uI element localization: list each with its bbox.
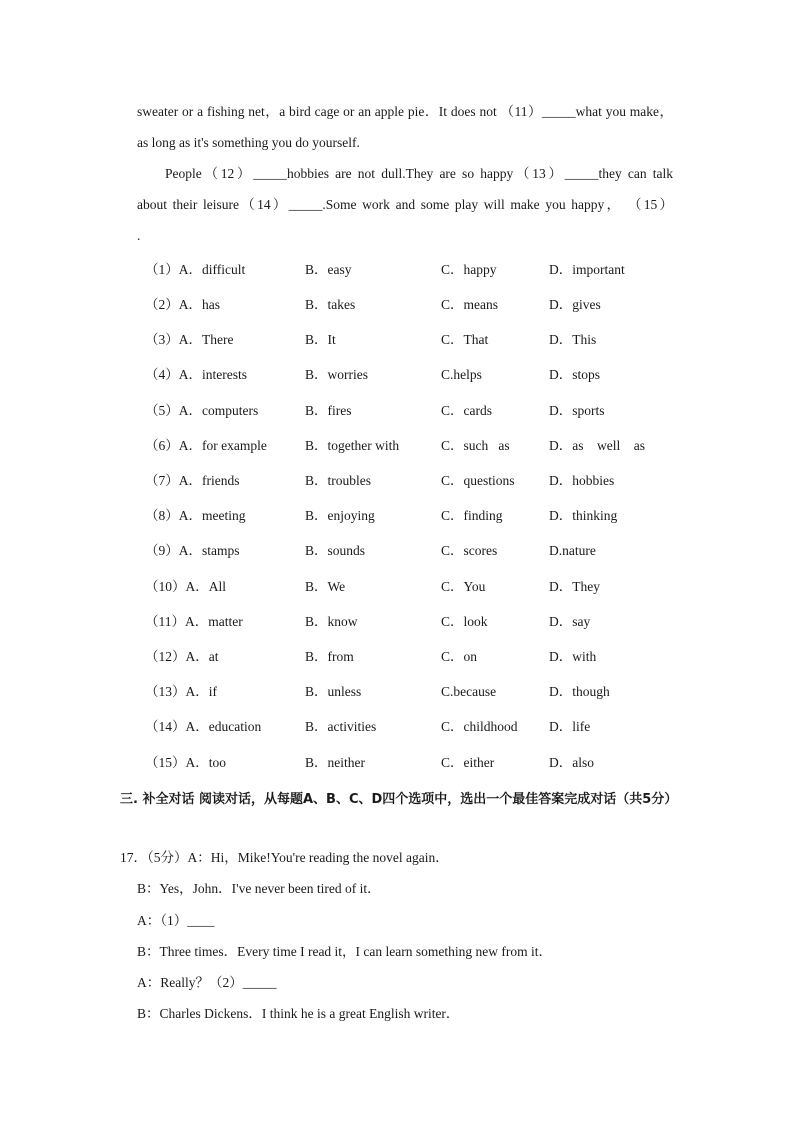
option-b: B．worries [305,367,368,382]
option-a: （10）A．All [145,579,226,594]
option-c: C．cards [441,403,492,418]
option-c: C．means [441,297,498,312]
option-b: B．takes [305,297,356,312]
option-d: D．say [549,614,591,629]
option-a: （5）A．computers [145,403,259,418]
option-a: （2）A．has [145,297,220,312]
dialogue-line: B：Yes，John．I've never been tired of it． [137,881,381,896]
passage-line-2: as long as it's something you do yourself. [137,135,360,150]
option-d: D．though [549,684,610,699]
option-d: D．They [549,579,600,594]
option-a: （15）A．too [145,755,226,770]
option-d: D．also [549,755,594,770]
option-row [0,614,794,630]
option-row [0,543,794,559]
dialogue-line: A：（1）____ [137,913,215,928]
dialogue-line: A：Really？（2）_____ [137,975,277,990]
option-b: B．neither [305,755,365,770]
option-b: B．unless [305,684,362,699]
option-d: D．thinking [549,508,618,523]
option-d: D．life [549,719,591,734]
option-b: B．sounds [305,543,366,558]
option-b: B．easy [305,262,352,277]
option-row [0,403,794,419]
option-d: D.nature [549,543,596,558]
option-a: （14）A．education [145,719,262,734]
option-b: B．know [305,614,358,629]
section-heading: 三. 补全对话 阅读对话，从每题A、B、C、D四个选项中，选出一个最佳答案完成对话（共5分） [120,792,678,807]
option-row [0,755,794,771]
option-b: B．enjoying [305,508,375,523]
option-b: B．fires [305,403,352,418]
option-a: （1）A．difficult [145,262,246,277]
option-d: D．hobbies [549,473,615,488]
option-row [0,332,794,348]
option-b: B．from [305,649,354,664]
option-c: C．childhood [441,719,518,734]
passage-line-5: . [137,228,141,243]
option-d: D．This [549,332,597,347]
option-a: （9）A．stamps [145,543,240,558]
option-c: C．either [441,755,495,770]
option-d: D．stops [549,367,601,382]
option-d: D．as well as [549,438,645,453]
option-c: C．scores [441,543,498,558]
option-row [0,508,794,524]
passage-line-1: sweater or a fishing net，a bird cage or an apple pie．It does not （11）_____what you make， [137,104,673,119]
question-17-header: 17．（5分）A：Hi，Mike!You're reading the novel again． [120,850,449,865]
option-c: C．happy [441,262,497,277]
option-row [0,684,794,700]
option-c: C．You [441,579,486,594]
option-c: C．on [441,649,478,664]
dialogue-line: B：Charles Dickens．I think he is a great English writer． [137,1006,460,1021]
option-d: D．sports [549,403,605,418]
option-b: B．troubles [305,473,371,488]
option-d: D．important [549,262,625,277]
dialogue-line: B：Three times．Every time I read it，I can learn something new from it． [137,944,552,959]
option-row [0,719,794,735]
option-b: B．together with [305,438,400,453]
option-a: （12）A．at [145,649,219,664]
option-a: （11）A．matter [145,614,243,629]
option-c: C.because [441,684,497,699]
option-row [0,367,794,383]
option-row [0,649,794,665]
passage-line-4: about their leisure（14）_____.Some work and some play will make you happy， （15） [137,197,673,212]
option-row [0,438,794,454]
option-d: D．with [549,649,597,664]
option-b: B．It [305,332,336,347]
option-d: D．gives [549,297,601,312]
option-a: （6）A．for example [145,438,267,453]
option-c: C．finding [441,508,503,523]
option-c: C．questions [441,473,515,488]
option-row [0,297,794,313]
option-a: （3）A．There [145,332,234,347]
option-a: （7）A．friends [145,473,240,488]
option-a: （8）A．meeting [145,508,246,523]
option-row [0,473,794,489]
option-b: B．activities [305,719,377,734]
option-c: C.helps [441,367,482,382]
option-a: （13）A．if [145,684,217,699]
option-row [0,579,794,595]
option-a: （4）A．interests [145,367,247,382]
passage-line-3: People（12）_____hobbies are not dull.They are so happy（13）_____they can talk [165,166,673,181]
option-c: C．That [441,332,489,347]
option-row [0,262,794,278]
option-b: B．We [305,579,346,594]
option-c: C．such as [441,438,510,453]
option-c: C．look [441,614,488,629]
